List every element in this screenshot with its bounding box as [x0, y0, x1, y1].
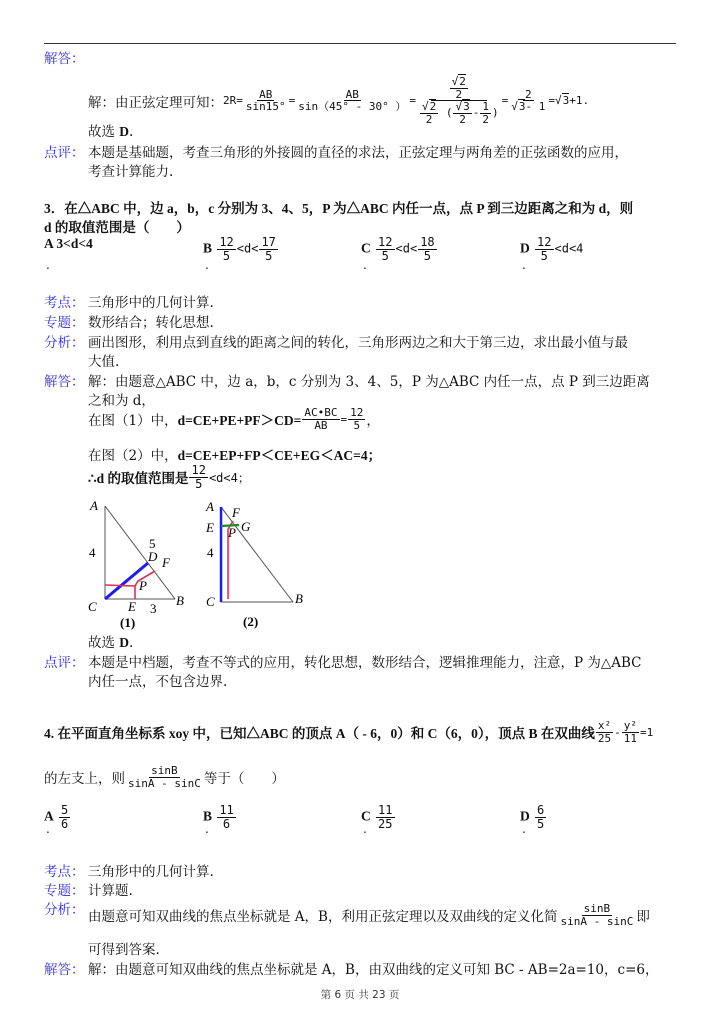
- q3-option-a: A 3<d<4: [44, 236, 93, 251]
- svg-text:P: P: [228, 525, 236, 540]
- q3-option-c: C $\frac{12}{5}$ <d< $\frac{18}{5}$: [361, 235, 435, 263]
- q4-label-point: 考点：: [44, 864, 85, 880]
- q3-label-answer: 解答：: [44, 374, 85, 390]
- q3-label-comment: 点评：: [44, 655, 85, 671]
- q3-topic: 数形结合；转化思想.: [88, 315, 214, 331]
- frac-ab-sindiff: $\frac{AB}{\sin(45^\circ - 30^\circ )}$: [298, 87, 407, 114]
- q3-fig1-line: 在图（1）中， d=CE+PE+PF＞CD= $\frac{AC•BC}{AB}$ = $\frac{12}{5}$ ，: [88, 406, 380, 432]
- q4-analysis-2: 可得到答案.: [88, 942, 160, 958]
- svg-text:C: C: [206, 594, 215, 609]
- q3-answer-2: 之和为 d，: [88, 393, 155, 409]
- svg-text:F: F: [162, 555, 170, 570]
- top-rule: [44, 43, 676, 44]
- figure-1: [88, 498, 184, 630]
- q3-comment-1: 本题是中档题，考查不等式的应用，转化思想，数形结合，逻辑推理能力，注意，P 为△ABC: [88, 655, 642, 671]
- svg-text:3: 3: [150, 601, 157, 616]
- svg-text:B: B: [176, 593, 184, 608]
- q3-option-d: D $\frac{12}{5}$ <d<4: [520, 235, 584, 263]
- fig1-label: A: [90, 498, 98, 513]
- prev-comment-2: 考查计算能力.: [88, 164, 174, 180]
- q4-label-topic: 专题：: [44, 883, 85, 899]
- svg-text:E: E: [128, 599, 136, 614]
- frac-2-sqrt3-1: $\frac{2}{√3- 1}$: [511, 87, 546, 114]
- q4-answer-1: 解：由题意可知双曲线的焦点坐标就是 A，B，由双曲线的定义可知 BC - AB=2a=10，c=6，: [88, 962, 659, 978]
- svg-text:F: F: [232, 505, 240, 520]
- q4-option-d: D $\frac{6}{5}$: [520, 803, 545, 831]
- q4-topic: 计算题.: [88, 883, 133, 899]
- q3-point: 三角形中的几何计算.: [88, 295, 214, 311]
- q3-label-point: 考点：: [44, 295, 85, 311]
- svg-text:A: A: [206, 499, 214, 514]
- q4-stem-1: 4. 在平面直角坐标系 xoy 中，已知△ABC 的顶点 A（ - 6，0）和 C（6，0），顶点 B 在双曲线 $\frac{\text{x²}}{25}$ - $\frac{\text{y²}}{11}$ =1: [44, 719, 654, 745]
- q3-label-topic: 专题：: [44, 315, 85, 331]
- svg-text:(2): (2): [243, 614, 259, 629]
- q3-stem-1: 3．在△ABC 中，边 a，b，c 分别为 3、4、5，P 为△ABC 内任一点，点 P 到三边距离之和为 d，则: [44, 201, 634, 216]
- q4-label-analysis: 分析：: [44, 902, 85, 918]
- svg-text:E: E: [206, 520, 214, 535]
- q3-stem-2: d 的取值范围是（ ）: [44, 220, 190, 235]
- frac-complex: $\frac{√2}{2}$ $\frac{√2}{2}$ ( $\frac{√3}{2}$ - $\frac{1}{2}$ ): [421, 75, 499, 126]
- q4-option-b: B $\frac{11}{6}$: [203, 803, 234, 831]
- svg-text:4: 4: [207, 545, 214, 560]
- svg-text:B: B: [295, 591, 303, 606]
- q4-option-a: A $\frac{5}{6}$: [44, 803, 69, 831]
- eq-2r: 2R=: [223, 94, 243, 108]
- svg-text:D: D: [148, 549, 158, 564]
- svg-text:P: P: [139, 578, 147, 593]
- svg-text:(1): (1): [120, 615, 136, 630]
- frac-ab-sin15: $\frac{AB}{\sin 15^\circ}$: [245, 87, 286, 114]
- q4-label-answer: 解答：: [44, 962, 85, 978]
- prev-sol-intro: 解：由正弦定理可知：: [88, 94, 223, 111]
- q3-comment-2: 内任一点，不包含边界.: [88, 674, 228, 690]
- svg-text:5: 5: [149, 536, 156, 551]
- q4-stem-2: 的左支上，则 $\frac{\sin B}{\sin A - \sin C}$ 等于（ ）: [44, 764, 285, 790]
- label-comment: 点评：: [44, 145, 85, 161]
- q3-analysis-2: 大值.: [88, 354, 120, 370]
- fig2-side-ab: [221, 507, 293, 602]
- page-footer: 第 6 页 共 23 页: [320, 989, 400, 1001]
- q3-option-b: B $\frac{12}{5}$ <d< $\frac{17}{5}$: [203, 235, 276, 263]
- q3-range-line: ∴d 的取值范围是 $\frac{12}{5}$ <d<4；: [88, 463, 250, 491]
- prev-solution-line: 解：由正弦定理可知： 2R= $\frac{AB}{\sin 15^\circ}$ = $\frac{AB}{\sin(45^\circ - 30^\circ )}$ = $\frac{√2}{2}$ $\frac{√2}{2}$ ( $\frac{√3}{2}$ - $\frac{1}{2}$ ) = $\frac{2}{√3- 1}$ =√3+1.: [88, 75, 590, 126]
- figure-2: [205, 499, 303, 629]
- q3-fig2-line: 在图（2）中，d=CE+EP+FP＜CE+EG＜AC=4；: [88, 448, 382, 464]
- q4-option-c: C $\frac{11}{25}$: [361, 803, 393, 831]
- q3-answer-1: 解：由题意△ABC 中，边 a，b，c 分别为 3、4、5，P 为△ABC 内任一点，点 P 到三边距离: [88, 374, 650, 390]
- prev-choose: 故选 D.: [88, 124, 134, 140]
- q3-figures: [80, 495, 320, 635]
- prev-comment-1: 本题是基础题，考查三角形的外接圆的直径的求法，正弦定理与两角差的正弦函数的应用，: [88, 145, 628, 161]
- svg-text:C: C: [88, 599, 97, 614]
- q4-analysis-1: 由题意可知双曲线的焦点坐标就是 A，B，利用正弦定理以及双曲线的定义化简 $\frac{\sin B}{\sin A - \sin C}$ 即: [88, 902, 650, 928]
- svg-text:G: G: [241, 519, 251, 534]
- q3-choose: 故选 D.: [88, 635, 134, 651]
- svg-text:4: 4: [89, 545, 96, 560]
- q4-point: 三角形中的几何计算.: [88, 864, 214, 880]
- label-answer: 解答：: [44, 51, 85, 67]
- q3-analysis-1: 画出图形，利用点到直线的距离之间的转化，三角形两边之和大于第三边，求出最小值与最: [88, 335, 628, 351]
- q3-label-analysis: 分析：: [44, 335, 85, 351]
